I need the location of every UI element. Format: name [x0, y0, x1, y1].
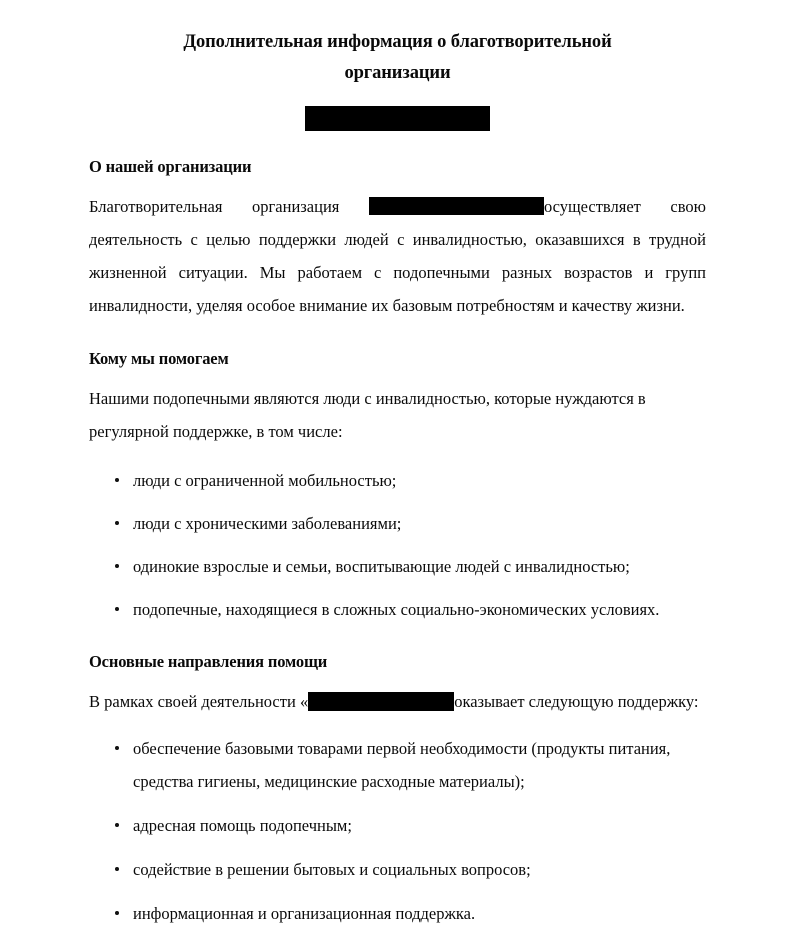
bullet-dot-icon	[115, 746, 119, 750]
redaction-bar-organization-name-title	[305, 106, 490, 131]
section-heading-beneficiaries: Кому мы помогаем	[89, 349, 229, 368]
page-title-line-1: Дополнительная информация о благотворительной	[183, 32, 612, 52]
bullet-dot-icon	[115, 478, 119, 482]
bullet-dot-icon	[115, 521, 119, 525]
list-item-label: люди с хроническими заболеваниями;	[133, 514, 402, 533]
list-support-areas	[89, 732, 706, 930]
list-item-label: люди с ограниченной мобильностью;	[133, 471, 397, 490]
list-item	[89, 732, 706, 798]
list-beneficiaries	[89, 464, 706, 626]
list-item-label: обеспечение базовыми товарами первой необходимости (продукты питания, средства гигиены, медицинские расходные материалы);	[133, 739, 671, 791]
list-item	[89, 464, 706, 497]
bullet-dot-icon	[115, 564, 119, 568]
redaction-bar-organization-name-support	[308, 692, 454, 711]
paragraph-about-text-before: Благотворительная организация	[89, 197, 369, 216]
page-title-line-2: организации	[344, 63, 451, 83]
bullet-dot-icon	[115, 867, 119, 871]
list-item	[89, 897, 706, 930]
paragraph-about	[89, 190, 706, 322]
paragraph-support-areas	[89, 685, 706, 718]
list-item-label: одинокие взрослые и семьи, воспитывающие людей с инвалидностью;	[133, 557, 630, 576]
list-item	[89, 853, 706, 886]
section-heading-about: О нашей организации	[89, 157, 252, 176]
list-item-label: содействие в решении бытовых и социальных вопросов;	[133, 860, 531, 879]
paragraph-about-text-after: осуществляет свою деятельность с целью поддержки людей с инвалидностью, оказавшихся в трудной жизненной ситуации. Мы работаем с подопечными разных возрастов и групп инвалидности, уделяя особое внимание их базовым потребностям и качеству жизни.	[89, 197, 706, 315]
list-item-label: информационная и организационная поддержка.	[133, 904, 476, 923]
paragraph-beneficiaries: Нашими подопечными являются люди с инвалидностью, которые нуждаются в регулярной поддержке, в том числе:	[89, 389, 646, 441]
page-title	[89, 0, 706, 89]
bullet-dot-icon	[115, 607, 119, 611]
bullet-dot-icon	[115, 823, 119, 827]
list-item-label: адресная помощь подопечным;	[133, 816, 352, 835]
paragraph-support-text-after: оказывает следующую поддержку:	[454, 692, 699, 711]
paragraph-support-text-before: В рамках своей деятельности	[89, 692, 300, 711]
document-content	[89, 0, 706, 930]
list-item	[89, 809, 706, 842]
list-item	[89, 550, 706, 583]
quote-mark: «	[299, 692, 309, 711]
list-item-label: подопечные, находящиеся в сложных социально-экономических условиях.	[133, 600, 660, 619]
section-heading-support-areas: Основные направления помощи	[89, 652, 328, 671]
redaction-bar-organization-name-body	[369, 197, 544, 215]
bullet-dot-icon	[115, 911, 119, 915]
list-item	[89, 507, 706, 540]
list-item	[89, 593, 706, 626]
